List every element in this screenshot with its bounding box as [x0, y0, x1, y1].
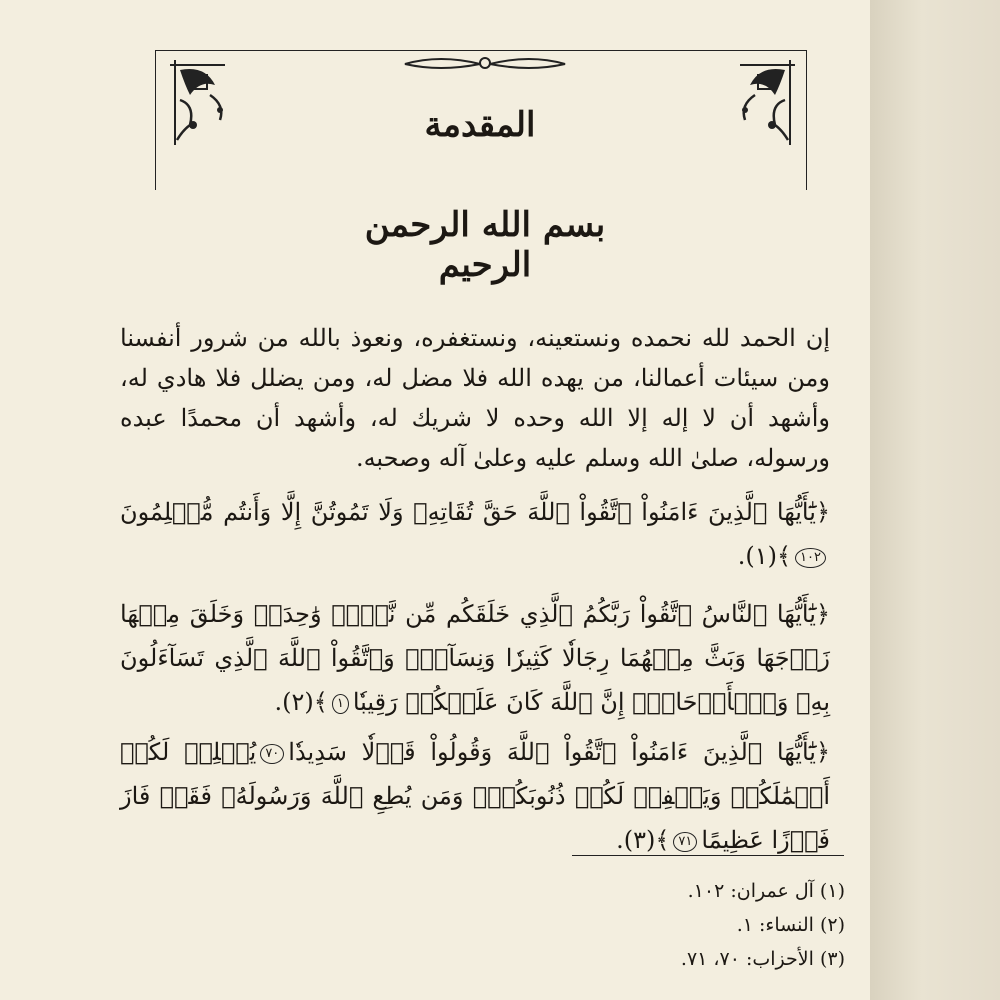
footnote: (٢) النساء: ١.	[736, 914, 845, 936]
ayah-number: ٧١	[673, 832, 697, 852]
verse-text: يَٰٓأَيُّهَا ٱلَّذِينَ ءَامَنُواْ ٱتَّقُواْ ٱللَّهَ وَقُولُواْ قَوۡلٗا سَدِيدٗا	[288, 738, 816, 766]
ornate-bracket-open: ﴿	[815, 498, 830, 526]
footnote: (١) آل عمران: ١٠٢.	[687, 880, 845, 902]
verse-text: يَٰٓأَيُّهَا ٱلَّذِينَ ءَامَنُواْ ٱتَّقُواْ ٱللَّهَ حَقَّ تُقَاتِهِۦ وَلَا تَمُوتُنَّ إِلَّا وَأَنتُم مُّسۡلِمُونَ	[120, 498, 816, 526]
left-corner-ornament	[165, 55, 235, 150]
center-top-ornament	[400, 54, 570, 74]
intro-line: ومن سيئات أعمالنا، من يهده الله فلا مضل له، ومن يضلل فلا هادي له، وأشهد	[120, 364, 831, 432]
ayah-number: ١٠٢	[795, 548, 826, 568]
intro-paragraph	[120, 318, 830, 478]
page-edge	[870, 0, 1000, 1000]
page-title: المقدمة	[424, 105, 536, 145]
ornate-bracket-close: ﴾	[655, 826, 670, 854]
quran-verse-2: ﴿يَٰٓأَيُّهَا ٱلنَّاسُ ٱتَّقُواْ رَبَّكُمُ ٱلَّذِي خَلَقَكُم مِّن نَّفۡسٖ وَٰحِدَةٖ وَخَلَقَ مِنۡهَا زَوۡجَهَا وَبَثَّ مِنۡهُمَا رِجَالٗا كَثِيرٗا وَنِسَآءٗۚ وَٱتَّقُواْ ٱللَّهَ ٱلَّذِي تَسَآءَلُونَ بِهِۦ وَٱلۡأَرۡحَامَۚ إِنَّ ٱللَّهَ كَانَ عَلَيۡكُمۡ رَقِيبٗا١﴾(٢).	[120, 600, 830, 716]
basmala: بسم الله الرحمن الرحيم	[364, 205, 606, 285]
ornate-bracket-close: ﴾	[776, 542, 792, 570]
verse-text: يَٰٓأَيُّهَا ٱلنَّاسُ ٱتَّقُواْ رَبَّكُمُ ٱلَّذِي خَلَقَكُم مِّن نَّفۡسٖ وَٰحِدَةٖ وَخَلَقَ مِنۡهَا زَوۡجَهَا وَبَثَّ مِنۡهُمَا رِجَالٗا كَثِيرٗا وَنِسَآءٗۚ وَٱتَّقُواْ ٱللَّهَ ٱلَّذِي تَسَآءَلُونَ بِهِۦ وَٱلۡأَرۡحَامَۚ إِنَّ ٱللَّهَ كَانَ عَلَيۡكُمۡ رَقِيبٗا	[120, 600, 830, 716]
footnote: (٣) الأحزاب: ٧٠، ٧١.	[680, 948, 845, 970]
footnote-ref: (٢)	[282, 688, 314, 716]
footnote-ref: (٣)	[623, 826, 656, 854]
verse-text: يُصۡلِحۡ لَكُمۡ أَعۡمَٰلَكُمۡ وَيَغۡفِرۡ لَكُمۡ ذُنُوبَكُمۡۗ وَمَن يُطِعِ ٱللَّهَ وَرَسُولَهُۥ فَقَدۡ فَازَ فَوۡزًا عَظِيمًا	[120, 738, 830, 854]
right-corner-ornament	[730, 55, 800, 150]
ayah-number: ٧٠	[260, 744, 284, 764]
footnotes	[520, 874, 845, 976]
ornate-bracket-close: ﴾	[313, 688, 328, 716]
intro-line: وسلم عليه وعلىٰ آله وصحبه.	[355, 444, 641, 472]
ayah-number: ١	[332, 694, 349, 714]
quran-verse-3: ﴿يَٰٓأَيُّهَا ٱلَّذِينَ ءَامَنُواْ ٱتَّقُواْ ٱللَّهَ وَقُولُواْ قَوۡلٗا سَدِيدٗا٧٠يُصۡلِحۡ لَكُمۡ أَعۡمَٰلَكُمۡ وَيَغۡفِرۡ لَكُمۡ ذُنُوبَكُمۡۗ وَمَن يُطِعِ ٱللَّهَ وَرَسُولَهُۥ فَقَدۡ فَازَ فَوۡزًا عَظِيمًا٧١﴾(٣).	[120, 738, 830, 854]
ornate-bracket-open: ﴿	[815, 600, 830, 628]
intro-line: أن لا إله إلا الله وحده لا شريك له، وأشهد أن محمدًا عبده ورسوله، صلىٰ الله	[120, 404, 830, 472]
footnote-ref: (١)	[745, 542, 777, 570]
intro-line: إن الحمد لله نحمده ونستعينه، ونستغفره، ونعوذ بالله من شرور أنفسنا	[120, 324, 830, 352]
ornate-bracket-open: ﴿	[815, 738, 830, 766]
quran-verse-1: ﴿يَٰٓأَيُّهَا ٱلَّذِينَ ءَامَنُواْ ٱتَّقُواْ ٱللَّهَ حَقَّ تُقَاتِهِۦ وَلَا تَمُوتُنَّ إِلَّا وَأَنتُم مُّسۡلِمُونَ١٠٢﴾(١).	[120, 498, 830, 570]
footnote-separator	[572, 855, 844, 856]
